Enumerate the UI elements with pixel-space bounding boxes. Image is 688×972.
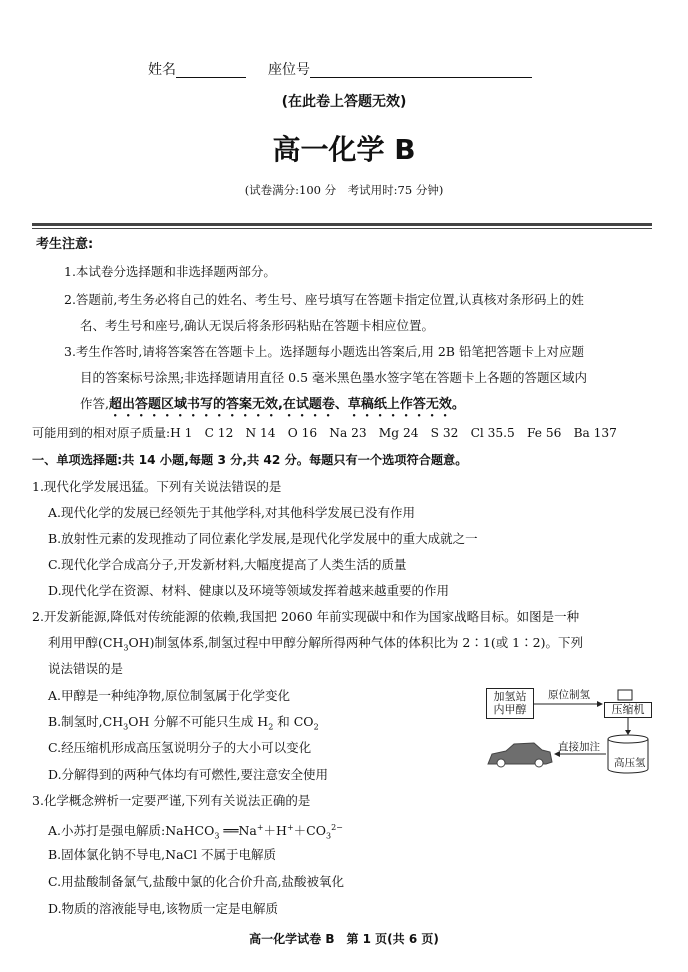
q2-line2-pre: 利用甲醇(CH [48,635,124,650]
notice-heading: 考生注意: [36,237,94,252]
car-wheel-rear [535,759,543,767]
station-label-2: 内甲醇 [493,703,527,716]
q2-b-pre: B.制氢时,CH [48,714,124,729]
notice-item-3-prefix: 作答, [80,396,109,411]
tank-top [608,735,648,743]
q2-b-and: 和 CO [273,714,314,729]
arrow2-label: 直接加注 [558,741,600,753]
notice-item-3-line-2: 目的答案标号涂黑;非选择题请用直径 0.5 毫米黑色墨水签字笔在答题卡上各题的答题区域内 [80,370,588,385]
q1-option-b: B.放射性元素的发现推动了同位素化学发展,是现代化学发展中的重大成就之一 [48,531,478,546]
q3-option-b: B.固体氯化钠不导电,NaCl 不属于电解质 [48,847,277,862]
arrow1-head [597,701,603,707]
name-field[interactable] [148,62,246,78]
seat-blank[interactable] [310,63,532,78]
name-label: 姓名 [148,62,176,78]
arrow-down-head [625,730,631,735]
q2-option-b [48,714,319,736]
compressor-top [618,690,632,700]
station-label-1: 加氢站 [493,690,527,703]
q3-a-sup3: 2− [331,823,343,832]
notice-item-2-line-2: 名、考生号和座号,确认无误后将条形码粘贴在答题卡相应位置。 [80,318,434,333]
notice-item-3-line-3 [80,396,465,420]
q2-line2-post: OH)制氢体系,制氢过程中甲醇分解所得两种气体的体积比为 2∶1(或 1∶2)。下列 [128,635,583,650]
q3-option-d: D.物质的溶液能导电,该物质一定是电解质 [48,901,279,916]
q3-option-c: C.用盐酸制备氯气,盐酸中氯的化合价升高,盐酸被氧化 [48,874,345,889]
notice-item-2-line-1: 2.答题前,考生务必将自己的姓名、考生号、座号填写在答题卡指定位置,认真核对条形码上的姓 [64,292,584,307]
q1-option-a: A.现代化学的发展已经领先于其他学科,对其他科学发展已没有作用 [48,505,415,520]
atomic-masses: 可能用到的相对原子质量:H 1 C 12 N 14 O 16 Na 23 Mg 24 S 32 Cl 35.5 Fe 56 Ba 137 [32,426,617,440]
q3-a-sub: 3 [214,831,220,841]
q2-b-mid: OH 分解不可能只生成 H [128,714,269,729]
notice-item-3-emphasis: 超出答题区域书写的答案无效,在试题卷、草稿纸上作答无效。 [108,397,465,412]
arrow1-label: 原位制氢 [548,689,590,701]
q3-a-sup2: + [286,823,294,832]
compressor-box: 压缩机 [604,702,652,718]
exam-meta: (试卷满分:100 分 考试用时:75 分钟) [244,183,444,197]
q2-stem-line-1: 2.开发新能源,降低对传统能源的依赖,我国把 2060 年前实现碳中和作为国家战略目标。如图是一种 [32,609,580,624]
q3-a-sub2: 3 [325,831,332,841]
page-footer: 高一化学试卷 B 第 1 页(共 6 页) [249,932,439,946]
invalid-note: (在此卷上答题无效) [281,94,407,110]
q2-option-d: D.分解得到的两种气体均有可燃性,要注意安全使用 [48,767,329,782]
q2-b-sub2: 2 [268,722,274,732]
q2-stem-line-2 [48,635,583,657]
q3-option-a [48,820,343,845]
seat-label: 座位号 [268,62,310,78]
q2-b-sub3: 2 [313,722,319,732]
divider-thin [32,228,652,229]
notice-item-3-line-1: 3.考生作答时,请将答案答在答题卡上。选择题每小题选出答案后,用 2B 铅笔把答题卡上对应题 [64,344,584,359]
q3-a-plus2: ＋CO [293,823,326,839]
q3-a-eq: ══Na [219,823,257,839]
q3-a-sup1: + [256,823,264,832]
page-title: 高一化学 B [272,133,416,166]
divider-thick [32,223,652,226]
section-1-heading: 一、单项选择题:共 14 小题,每题 3 分,共 42 分。每题只有一个选项符合题意。 [32,453,468,467]
q1-option-c: C.现代化学合成高分子,开发新材料,大幅度提高了人类生活的质量 [48,557,407,572]
q3-stem: 3.化学概念辨析一定要严谨,下列有关说法正确的是 [32,793,311,808]
q2-line2-sub: 3 [123,643,129,653]
q1-stem: 1.现代化学发展迅猛。下列有关说法错误的是 [32,479,282,494]
notice-item-1: 1.本试卷分选择题和非选择题两部分。 [64,264,276,279]
q2-option-c: C.经压缩机形成高压氢说明分子的大小可以变化 [48,740,312,755]
q2-stem-line-3: 说法错误的是 [48,661,124,676]
q3-a-pre: A.小苏打是强电解质:NaHCO [48,823,215,839]
car-wheel-front [497,759,505,767]
q1-option-d: D.现代化学在资源、材料、健康以及环境等领域发挥着越来越重要的作用 [48,583,450,598]
seat-field[interactable] [268,62,532,78]
q2-b-sub1: 3 [123,722,129,732]
name-blank[interactable] [176,63,246,78]
q3-a-plus: ＋H [263,823,287,839]
q2-option-a: A.甲醇是一种纯净物,原位制氢属于化学变化 [48,688,290,703]
tank-label: 高压氢 [614,757,646,769]
hydrogen-diagram [484,684,656,784]
